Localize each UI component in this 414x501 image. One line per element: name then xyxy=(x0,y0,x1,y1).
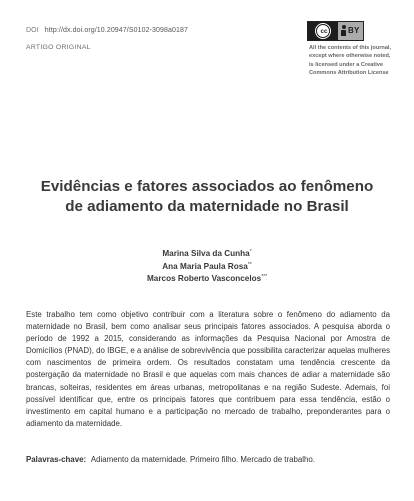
attribution-person-icon xyxy=(341,25,346,37)
article-title-line-1: Evidências e fatores associados ao fenômeno xyxy=(40,178,374,195)
abstract-text: Este trabalho tem como objetivo contribuir com a literatura sobre o fenômeno do adiamento da maternidade no Brasil, bem como analisar seus principais fatores associados. A pesquisa aborda o período de 1992 a 2015, considerando as informações da Pesquisa Nacional por Amostra de Domicílios (PNAD), do IBGE, e a análise de sobrevivência que possibilita caracterizar aquelas mulheres com nascimentos de primeira ordem. Os resultados constatam uma tendência crescente da postergação da maternidade no Brasil e que aquelas com mais chances de adiar a maternidade são brancas, solteiras, residentes em áreas urbanas, metropolitanas e na região Sudeste. Ademais, foi possível identificar que, entre os principais fatores que contribuem para essa tendência, estão o investimento em capital humano e a participação no mercado de trabalho, preponderantes para o adiamento da maternidade. xyxy=(26,310,391,428)
author-name: Marina Silva da Cunha xyxy=(162,249,250,258)
article-title xyxy=(20,177,394,217)
cc-logo-icon xyxy=(316,24,330,38)
keywords-label: Palavras-chave: xyxy=(26,455,87,464)
doi-line xyxy=(26,27,188,34)
author xyxy=(20,272,394,285)
keywords xyxy=(26,454,390,465)
cc-badge-left xyxy=(308,22,338,40)
article-type: ARTIGO ORIGINAL xyxy=(26,44,91,51)
article-title-line-2: de adiamento da maternidade no Brasil xyxy=(65,198,349,215)
author xyxy=(20,260,394,273)
doi-link[interactable]: http://dx.doi.org/10.20947/S0102-3098a0187 xyxy=(44,27,188,34)
author-name: Ana Maria Paula Rosa xyxy=(162,261,248,271)
creative-commons-badge[interactable] xyxy=(307,21,364,41)
license-note: All the contents of this journal, except where otherwise noted, is licensed under a Creative Commons Attribution License xyxy=(309,45,392,76)
author-list xyxy=(20,247,394,285)
cc-logo-text: cc xyxy=(320,28,328,35)
keywords-text: Adiamento da maternidade. Primeiro filho. Mercado de trabalho. xyxy=(90,455,316,464)
author-name: Marcos Roberto Vasconcelos xyxy=(146,274,262,283)
author-affiliation-mark: ** xyxy=(247,261,252,268)
cc-by-label: BY xyxy=(348,26,360,35)
author xyxy=(20,247,394,260)
author-affiliation-mark: * xyxy=(249,249,252,255)
doi-label: DOI xyxy=(26,27,39,34)
author-affiliation-mark: *** xyxy=(261,274,268,280)
